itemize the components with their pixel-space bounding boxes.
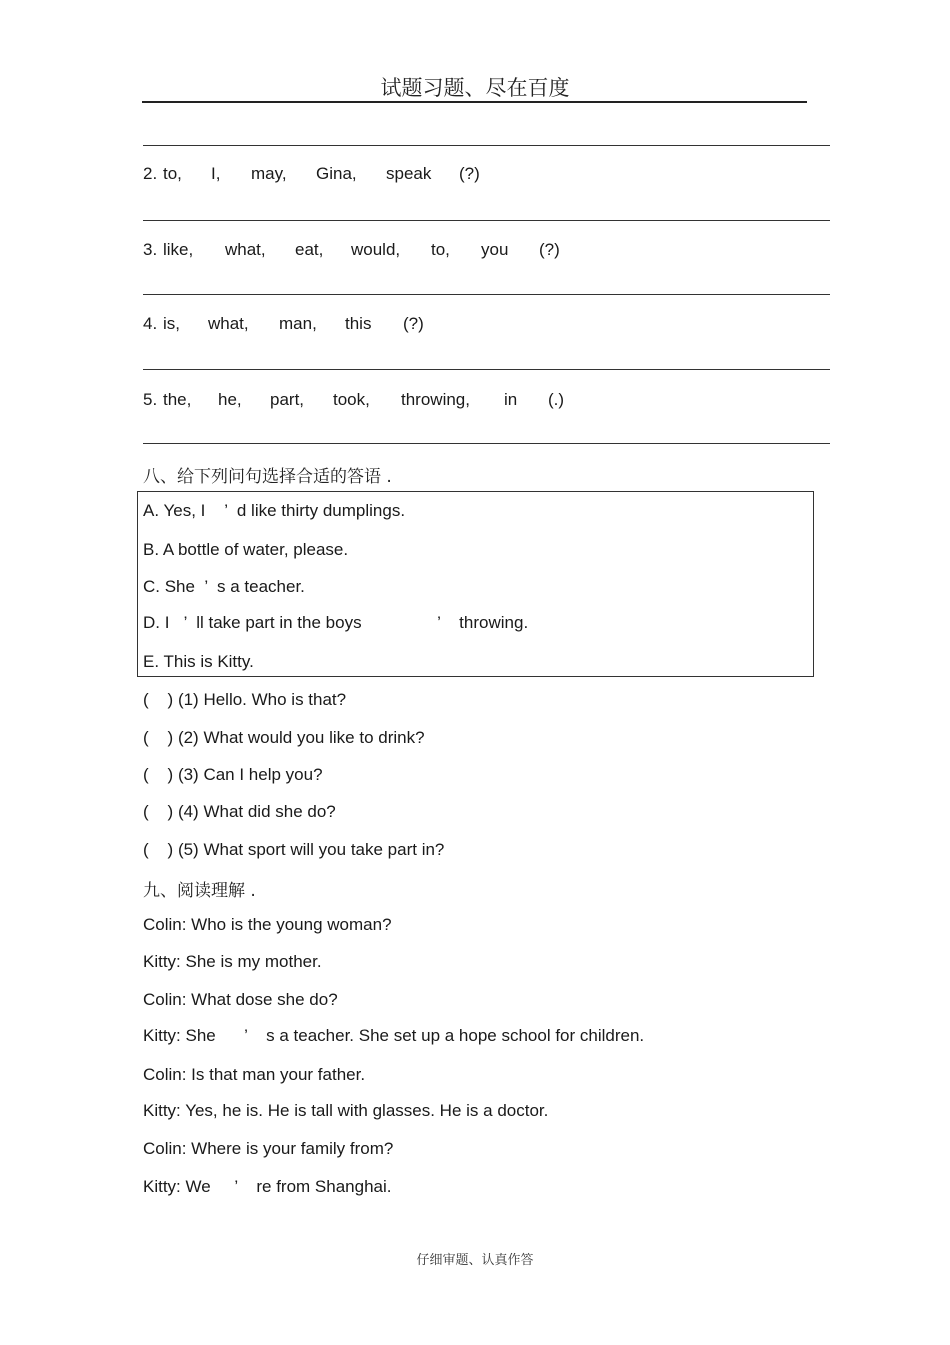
dialogue-line: Kitty: Yes, he is. He is tall with glasses. He is a doctor.: [143, 1101, 549, 1120]
word: (.): [548, 390, 565, 409]
question-5: ( ) (5) What sport will you take part in?: [143, 840, 445, 859]
section-9-heading: 九、阅读理解 .: [143, 881, 256, 901]
option-d: D. I ’ ll take part in the boys ’ throwing.: [143, 613, 529, 632]
word: this: [345, 314, 372, 333]
word: in: [504, 390, 518, 409]
question-2: ( ) (2) What would you like to drink?: [143, 728, 425, 747]
word: he,: [218, 390, 242, 409]
page-footer: 仔细审题、认真作答: [416, 1253, 534, 1268]
word: eat,: [295, 240, 324, 259]
item-number: 3.: [143, 240, 158, 259]
header-rule: [142, 101, 807, 103]
dialogue-line: Colin: What dose she do?: [143, 990, 338, 1009]
answer-line: [143, 220, 830, 221]
word: took,: [333, 390, 370, 409]
section-8-heading: 八、给下列问句选择合适的答语 .: [143, 467, 392, 487]
word: to,: [431, 240, 450, 259]
word: what,: [208, 314, 249, 333]
dialogue-line: Kitty: We ’ re from Shanghai.: [143, 1177, 392, 1196]
dialogue-line: Kitty: She is my mother.: [143, 952, 322, 971]
word: would,: [351, 240, 401, 259]
option-c: C. She ’ s a teacher.: [143, 577, 305, 596]
answer-line: [143, 443, 830, 444]
option-e: E. This is Kitty.: [143, 652, 254, 671]
word: the,: [163, 390, 192, 409]
answer-line: [143, 145, 830, 146]
question-4: ( ) (4) What did she do?: [143, 802, 336, 821]
word: you: [481, 240, 509, 259]
word: (?): [539, 240, 560, 259]
word: is,: [163, 314, 180, 333]
item-number: 5.: [143, 390, 158, 409]
dialogue-line: Colin: Who is the young woman?: [143, 915, 392, 934]
question-3: ( ) (3) Can I help you?: [143, 765, 323, 784]
question-1: ( ) (1) Hello. Who is that?: [143, 690, 347, 709]
item-number: 2.: [143, 164, 158, 183]
page-header-title: 试题习题、尽在百度: [380, 76, 570, 100]
word: Gina,: [316, 164, 357, 183]
word: speak: [386, 164, 432, 183]
dialogue-line: Kitty: She ’ s a teacher. She set up a hope school for children.: [143, 1026, 645, 1045]
word: like,: [163, 240, 194, 259]
word: may,: [251, 164, 287, 183]
word: throwing,: [401, 390, 470, 409]
word: (?): [459, 164, 480, 183]
item-number: 4.: [143, 314, 158, 333]
option-b: B. A bottle of water, please.: [143, 540, 349, 559]
dialogue-line: Colin: Where is your family from?: [143, 1139, 394, 1158]
word: what,: [225, 240, 266, 259]
word: part,: [270, 390, 305, 409]
answer-line: [143, 369, 830, 370]
word: man,: [279, 314, 317, 333]
word: to,: [163, 164, 182, 183]
word: I,: [211, 164, 221, 183]
answer-line: [143, 294, 830, 295]
option-a: A. Yes, I ’ d like thirty dumplings.: [143, 501, 406, 520]
word: (?): [403, 314, 424, 333]
dialogue-line: Colin: Is that man your father.: [143, 1065, 366, 1084]
